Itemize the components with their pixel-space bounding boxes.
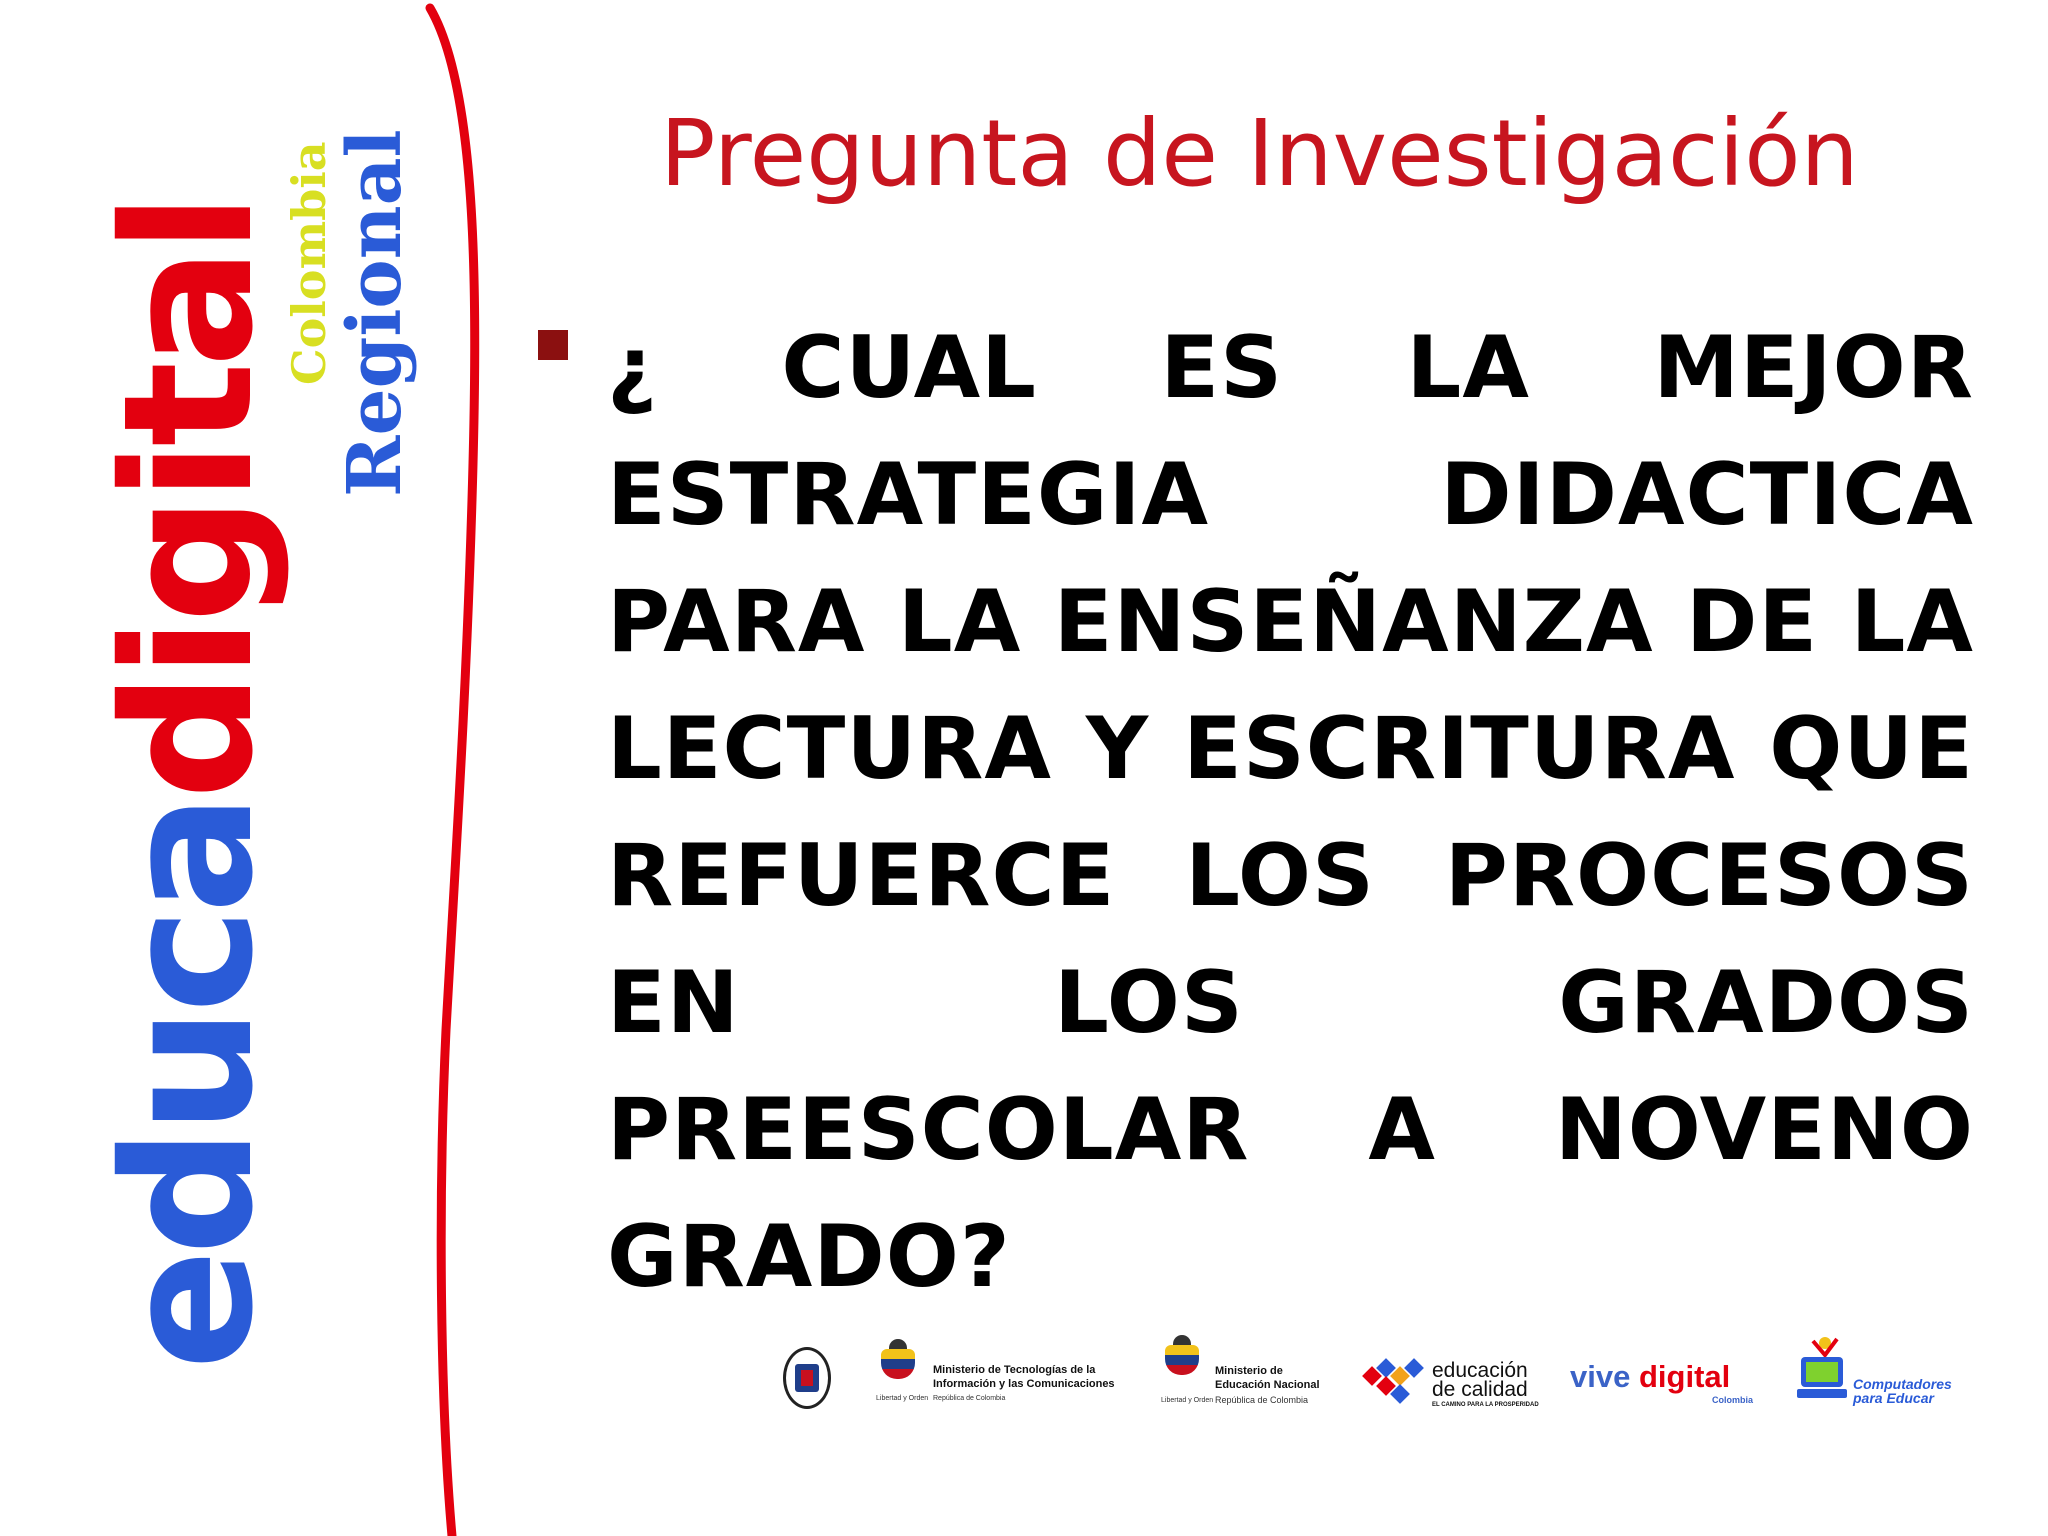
brand-word-digital: digital [85,198,292,800]
brand-word-educa: educa [85,799,292,1370]
colombia-shield-icon [875,1343,921,1391]
red-curve-divider [0,0,500,1536]
computer-icon [1795,1333,1849,1401]
mintic-name-line2: Información y las Comunicaciones [933,1378,1115,1390]
colombia-shield-icon [1159,1339,1205,1387]
university-seal-icon [783,1347,831,1409]
research-question: ¿ CUAL ES LA MEJOR ESTRATEGIA DIDACTICA PARA LA ENSEÑANZA DE LA LECTURA Y ESCRITURA QUE REFUERCE LOS PROCESOS EN LOS GRADOS PREESCOLAR A NOVENO GRADO? [607,318,1974,1307]
bullet-marker [538,330,568,360]
calidad-tagline: EL CAMINO PARA LA PROSPERIDAD [1432,1402,1539,1408]
digital-word: digital [1638,1359,1731,1394]
men-motto: Libertad y Orden [1161,1397,1214,1404]
mintic-country: República de Colombia [933,1395,1006,1402]
calidad-line2: de calidad [1432,1378,1528,1401]
vive-word: vive [1570,1359,1631,1394]
men-name-line1: Ministerio de [1215,1365,1283,1377]
mintic-name-line1: Ministerio de Tecnologías de la [933,1364,1096,1376]
cubes-icon [1361,1359,1431,1409]
footer-logos [775,1325,1975,1420]
cpe-line2: para Educar [1853,1390,1934,1406]
slide-title: Pregunta de Investigación [660,100,1859,207]
brand-region: Regional [332,129,418,497]
men-name-line2: Educación Nacional [1215,1379,1320,1391]
vive-digital-country: Colombia [1712,1395,1754,1405]
mintic-motto: Libertad y Orden [876,1395,929,1402]
vive-digital-logo [1570,1359,1730,1395]
brand-country: Colombia [282,141,336,385]
men-country: República de Colombia [1215,1395,1309,1405]
calidad-line1: educación [1432,1359,1528,1382]
cpe-line1: Computadores [1853,1376,1952,1392]
